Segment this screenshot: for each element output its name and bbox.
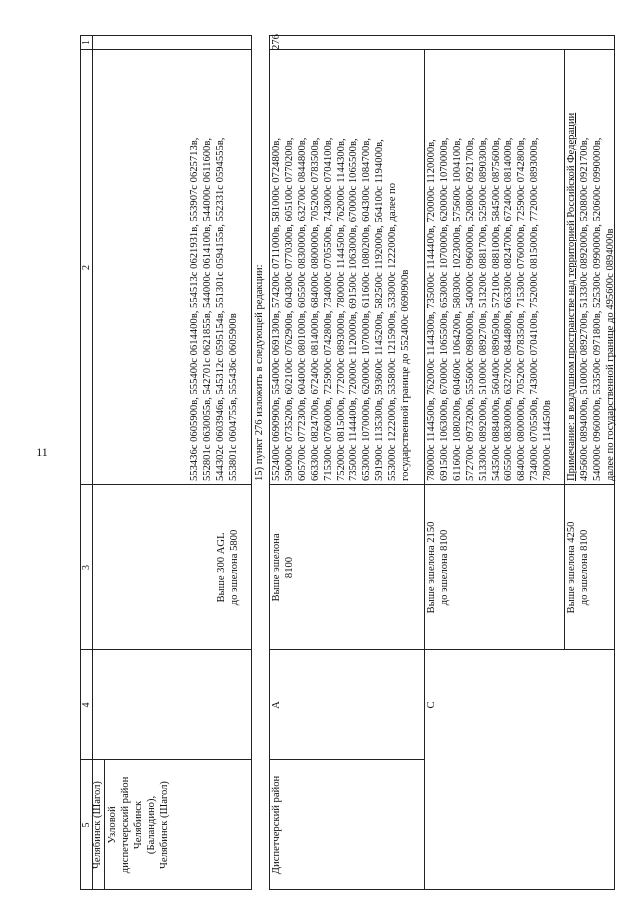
table-border (80, 35, 251, 36)
table-border (269, 35, 615, 36)
cell-divider (104, 760, 105, 890)
row276-sub3-altitude: Выше эшелона 4250 до эшелона 8100 (566, 521, 590, 614)
row276-sub3-coordinates: 495600с 0894000в, 510000с 0892700в, 513300с 0892000в, 520800с 0921700в, 540000с 0960000в, 533500с 0971800в, 525300с 0990000в, 520600с 0990000в, далее по государственной границе до 495600с 0894000в (579, 137, 616, 481)
row276-sub2-altitude: Выше эшелона 2150 до эшелона 8100 (426, 521, 450, 614)
row276-note: Примечание: в воздушном пространстве над территорией Российской Федерации (566, 112, 577, 481)
column-divider (269, 889, 424, 890)
block1-col5-top: Челябинск (Шагол) (92, 781, 103, 869)
row276-sub1-airspace: Диспетчерский район (271, 775, 282, 875)
row-number: 276 (271, 34, 282, 50)
subrow-divider (564, 50, 565, 650)
block1-coordinates: 553436с 0605900в, 555400с 0614400в, 554513с 0621931в, 553907с 0625713в, 552801с 0630055в, 542701с 0621855в, 544000с 0614100в, 544000с 0611600в, 544302с 0603946в, 545312с 0595154в, 551301с 0594155в, 552331с 0594555в, 553801с 0604755в, 555436с 0605900в (189, 137, 239, 481)
row276-sub2-class: С (426, 701, 437, 709)
rotated-table (80, 35, 615, 890)
header-col-1: 1 (81, 40, 92, 45)
header-col-3: 3 (81, 565, 92, 570)
row276-sub1-class: А (271, 701, 282, 709)
header-col-5: 5 (81, 822, 92, 828)
block1-col4 (94, 650, 108, 760)
header-col-2: 2 (81, 265, 92, 270)
block1-altitude: Выше 300 AGL до эшелона 5800 (216, 529, 240, 606)
header-col-4: 4 (81, 702, 92, 708)
table-border (269, 35, 270, 890)
page-number: 11 (36, 445, 48, 459)
table-border (251, 35, 252, 890)
row276-sub1-coordinates: 552400с 0690900в, 554000с 0691300в, 574200с 0711000в, 581000с 0724800в, 590000с 0735200в, 602100с 0762900в, 604300с 0770300в, 605100с 0770200в, 605700с 0772300в, 604000с 0801000в, 605500с 0830000в, 632700с 0844800в, 663300с 0824700в, 672400с 0814000в, 684000с 0800000в, 705200с 0783500в, 715300с 0760000в, 725900с 0742800в, 734000с 0705500в, 743000с 0704100в, 752000с 0815000в, 772000с 0893000в, 780000с 1144500в, 762000с 1144300в, 735000с 1144400в, 720000с 1120000в, 691500с 1063000в, 670000с 1065500в, 653000с 1070000в, 620000с 1070000в, 611600с 1080200в, 604300с 1084700в, 591900с 1135300в, 593600с 1145200в, 582500с 1192000в, 564100с 1194000в, 553000с 1222000в, 535800с 1215900в, 533000с 1222000в, далее по государственной границе до 552400с 0690900в (271, 137, 412, 481)
column-divider (269, 759, 424, 760)
section-title: 15) пункт 276 изложить в следующей редакции: (254, 264, 265, 481)
row276-sub1-altitude: Выше эшелона 8100 (271, 533, 295, 602)
block1-airspace-name: Узловой диспетчерский район Челябинск (Баландино), Челябинск (Шагол) (107, 776, 170, 874)
subrow-divider (424, 50, 425, 890)
column-divider (80, 49, 251, 50)
row276-sub2-coordinates: 780000с 1144500в, 762000с 1144300в, 735000с 1144400в, 720000с 1120000в, 691500с 1063000в, 670000с 1065500в, 653000с 1070000в, 620000с 1070000в, 611600с 1080200в, 604600с 1064200в, 580300с 1023000в, 575600с 1004100в, 572700с 0973200в, 555600с 0980000в, 540000с 0960000в, 520800с 0921700в, 513300с 0892000в, 510000с 0892700в, 513200с 0881700в, 525000с 0890300в, 543500с 0884000в, 560400с 0890500в, 572100с 0881000в, 584500с 0875600в, 605500с 0830000в, 632700с 0844800в, 663300с 0824700в, 672400с 0814000в, 684000с 0800000в, 705200с 0783500в, 715300с 0760000в, 725900с 0742800в, 734000с 0705500в, 743000с 0704100в, 752000с 0815000в, 772000с 0893000в, 780000с 1144500в (426, 137, 554, 481)
